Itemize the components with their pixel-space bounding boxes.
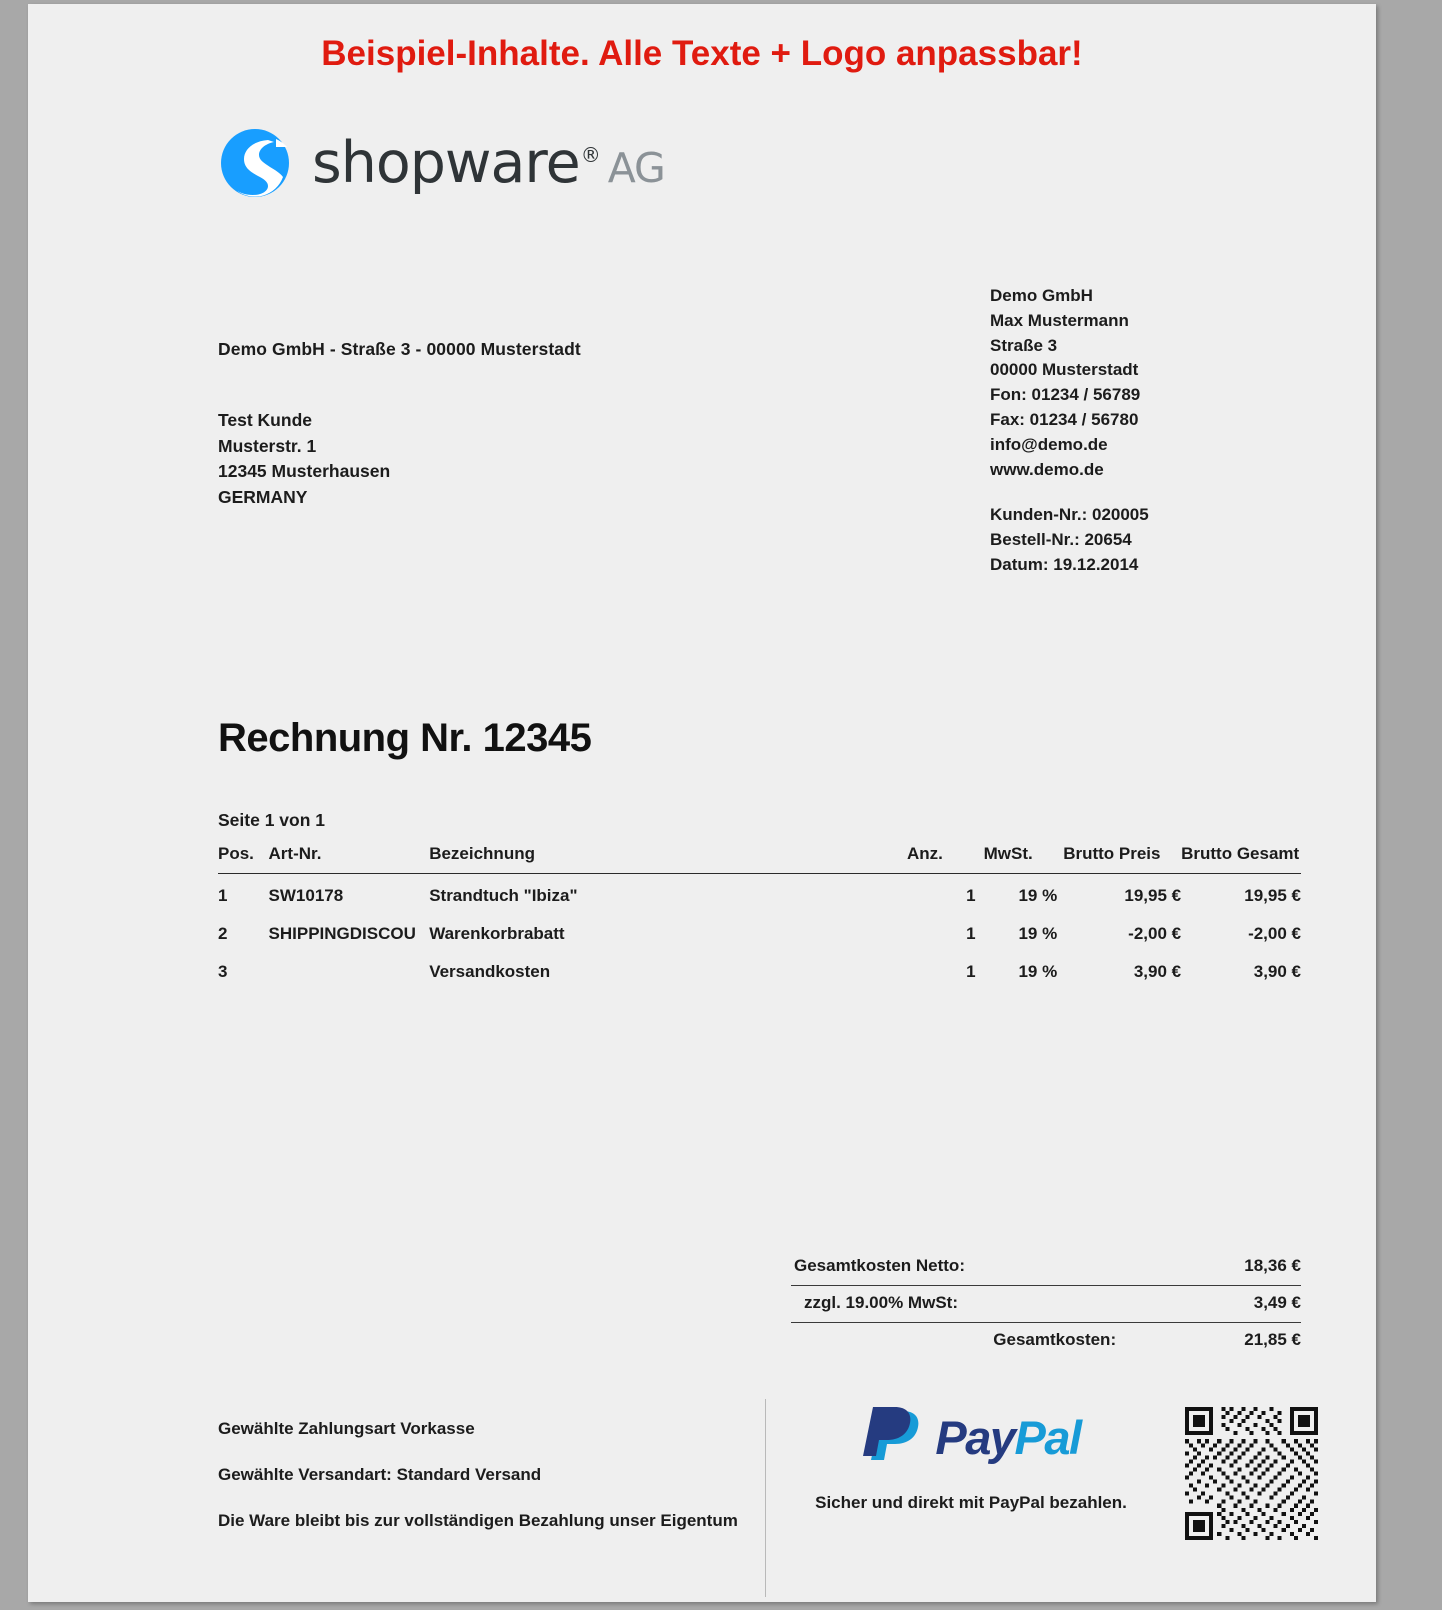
cell-gross-total: 3,90 € xyxy=(1253,962,1301,981)
header-vat: MwSt. xyxy=(984,844,1064,874)
cell-art xyxy=(269,950,430,988)
cell-qty: 1 xyxy=(966,886,976,905)
invoice-date: Datum: 19.12.2014 xyxy=(990,554,1139,574)
header-qty: Anz. xyxy=(907,844,984,874)
cell-art: SHIPPINGDISCOU xyxy=(268,924,416,943)
header-desc: Bezeichnung xyxy=(429,844,907,874)
table-row xyxy=(218,874,1301,913)
paypal-pay-text: Pay xyxy=(935,1410,1015,1464)
paypal-note-text: Sicher und direkt mit PayPal bezahlen. xyxy=(815,1492,1127,1512)
cell-pos: 2 xyxy=(218,924,228,943)
table-header-row xyxy=(218,844,1301,874)
shipping-method-text: Gewählte Versandart: Standard Versand xyxy=(218,1465,542,1484)
logo-brand-text: shopware xyxy=(312,130,580,196)
table-row xyxy=(218,950,1301,988)
invoice-meta-block xyxy=(990,503,1149,577)
table-row xyxy=(218,912,1301,950)
recipient-address-block xyxy=(218,408,390,510)
registered-mark: ® xyxy=(580,143,600,167)
totals-row-grand xyxy=(791,1323,1301,1360)
header-art: Art-Nr. xyxy=(269,844,430,874)
cell-qty: 1 xyxy=(966,924,976,943)
cell-pos: 1 xyxy=(218,886,228,905)
page-title: Rechnung Nr. 12345 xyxy=(218,716,592,760)
sender-address-line: Demo GmbH - Straße 3 - 00000 Musterstadt xyxy=(218,339,581,359)
paypal-wordmark xyxy=(935,1410,1080,1465)
grand-total-value: 21,85 € xyxy=(1244,1330,1301,1349)
order-number: Bestell-Nr.: 20654 xyxy=(990,529,1132,549)
cell-gross-total: 19,95 € xyxy=(1244,886,1301,905)
cell-art: SW10178 xyxy=(268,886,344,905)
invoice-page xyxy=(28,4,1376,1602)
totals-row-net xyxy=(791,1249,1301,1286)
recipient-street: Musterstr. 1 xyxy=(218,435,317,456)
cell-desc: Versandkosten xyxy=(429,962,551,981)
shopware-wordmark xyxy=(312,130,665,196)
cell-gross-price: -2,00 € xyxy=(1128,924,1182,943)
page-counter: Seite 1 von 1 xyxy=(218,810,325,830)
cell-vat: 19 % xyxy=(1018,924,1058,943)
totals-row-vat xyxy=(791,1286,1301,1323)
company-contact: Max Mustermann xyxy=(990,310,1129,330)
paypal-block xyxy=(776,1407,1166,1513)
logo-suffix-text: AG xyxy=(607,144,665,192)
company-phone: Fon: 01234 / 56789 xyxy=(990,385,1141,405)
vat-label: zzgl. 19.00% MwSt: xyxy=(791,1286,1184,1323)
cell-gross-price: 3,90 € xyxy=(1133,962,1182,981)
paypal-mark-icon xyxy=(861,1405,935,1470)
footer-divider xyxy=(765,1399,766,1597)
company-name: Demo GmbH xyxy=(990,286,1093,305)
company-street: Straße 3 xyxy=(990,335,1058,355)
cell-vat: 19 % xyxy=(1018,886,1058,905)
company-website: www.demo.de xyxy=(990,459,1104,479)
net-total-label: Gesamtkosten Netto: xyxy=(791,1249,1184,1286)
customer-number: Kunden-Nr.: 020005 xyxy=(990,505,1149,524)
header-gross-total: Brutto Gesamt xyxy=(1181,844,1301,874)
recipient-country: GERMANY xyxy=(218,486,308,507)
totals-table xyxy=(791,1249,1301,1359)
net-total-value: 18,36 € xyxy=(1184,1249,1301,1286)
company-fax: Fax: 01234 / 56780 xyxy=(990,409,1139,429)
cell-gross-price: 19,95 € xyxy=(1124,886,1182,905)
payment-method-text: Gewählte Zahlungsart Vorkasse xyxy=(218,1419,475,1438)
paypal-logo xyxy=(861,1407,1080,1467)
cell-gross-total: -2,00 € xyxy=(1248,924,1301,943)
vat-value: 3,49 € xyxy=(1184,1286,1301,1323)
header-pos: Pos. xyxy=(218,844,269,874)
shopware-logo xyxy=(218,126,665,200)
grand-total-label: Gesamtkosten: xyxy=(993,1330,1117,1349)
sample-notice-banner: Beispiel-Inhalte. Alle Texte + Logo anpassbar! xyxy=(321,34,1083,73)
qr-code xyxy=(1185,1407,1318,1540)
recipient-name: Test Kunde xyxy=(218,410,312,430)
company-email: info@demo.de xyxy=(990,434,1108,454)
company-city: 00000 Musterstadt xyxy=(990,360,1139,380)
recipient-city: 12345 Musterhausen xyxy=(218,461,391,481)
company-address-block xyxy=(990,284,1140,482)
footer-info-block xyxy=(218,1406,738,1544)
cell-vat: 19 % xyxy=(1018,962,1058,981)
retention-of-title-text: Die Ware bleibt bis zur vollständigen Bezahlung unser Eigentum xyxy=(218,1511,738,1530)
line-items-table xyxy=(218,844,1301,988)
cell-desc: Strandtuch "Ibiza" xyxy=(429,886,578,905)
cell-pos: 3 xyxy=(218,962,228,981)
cell-desc: Warenkorbrabatt xyxy=(429,924,565,943)
shopware-mark-icon xyxy=(218,126,292,200)
header-gross-price: Brutto Preis xyxy=(1063,844,1181,874)
cell-qty: 1 xyxy=(966,962,976,981)
paypal-pal-text: Pal xyxy=(1014,1410,1081,1464)
